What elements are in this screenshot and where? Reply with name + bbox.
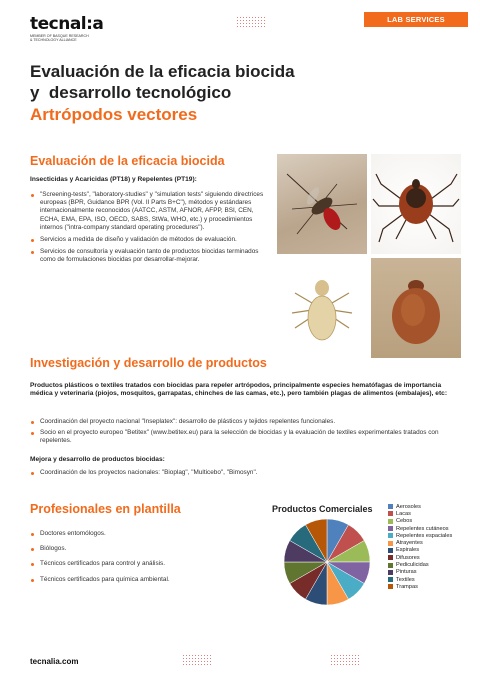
legend-label: Difusores <box>396 554 420 561</box>
legend-item <box>388 576 452 583</box>
chart-title: Productos Comerciales <box>272 504 373 514</box>
legend-item <box>388 539 452 546</box>
legend-label: Textiles <box>396 576 415 583</box>
list-item: Socio en el proyecto europeo "Betitex" (www.betitex.eu) para la selección de biocidas y la evaluación de textiles experimentales tratados con repelentes. <box>30 429 462 445</box>
section2-subheading: Mejora y desarrollo de productos biocidas: <box>30 456 165 463</box>
legend-item <box>388 503 452 510</box>
legend-item <box>388 583 452 590</box>
legend-item <box>388 561 452 568</box>
legend-item <box>388 554 452 561</box>
list-item: Coordinación de los proyectos nacionales: "Bioplag", "Multicebo", "Bimosyn". <box>30 469 462 477</box>
legend-label: Cebos <box>396 518 413 525</box>
legend-label: Aerosoles <box>396 503 421 510</box>
footer-url[interactable]: tecnalia.com <box>30 657 79 666</box>
list-item: Servicios a medida de diseño y validación de métodos de evaluación. <box>30 236 274 244</box>
list-item: Técnicos certificados para química ambiental. <box>30 576 260 584</box>
list-item: Coordinación del proyecto nacional "Inseplatex": desarrollo de plásticos y tejidos repelentes funcionales. <box>30 418 462 426</box>
legend-swatch <box>388 541 393 546</box>
section3-heading: Profesionales en plantilla <box>30 502 181 516</box>
tick-photo <box>371 154 461 254</box>
legend-label: Repelentes cutáneos <box>396 525 449 532</box>
legend-item <box>388 569 452 576</box>
section2-list <box>30 418 462 446</box>
decorative-dots <box>182 654 212 666</box>
legend-swatch <box>388 548 393 553</box>
legend-label: Pinturas <box>396 569 417 576</box>
mosquito-photo <box>277 154 367 254</box>
legend-swatch <box>388 584 393 589</box>
decorative-dots <box>236 16 266 28</box>
section2-heading: Investigación y desarrollo de productos <box>30 356 267 370</box>
legend-swatch <box>388 526 393 531</box>
section1-list <box>30 191 274 265</box>
decorative-dots <box>330 654 360 666</box>
section2-intro: Productos plásticos o textiles tratados con biocidas para repeler artrópodos, principalmente especies hematófagas de importancia médica y veterinaria (piojos, mosquitos, garrapatas, chinches de las camas, etc.), pero también plagas de alimentos (embalajes), etc: <box>30 382 448 398</box>
legend-item <box>388 532 452 539</box>
legend-swatch <box>388 511 393 516</box>
legend-item <box>388 547 452 554</box>
list-item: Doctores entomólogos. <box>30 530 260 538</box>
legend-swatch <box>388 504 393 509</box>
legend-label: Pediculicidas <box>396 562 429 569</box>
legend-swatch <box>388 577 393 582</box>
legend-label: Atrayentes <box>396 540 423 547</box>
section2-list2 <box>30 469 462 477</box>
legend-item <box>388 510 452 517</box>
louse-photo <box>277 258 367 358</box>
legend-swatch <box>388 519 393 524</box>
lab-services-badge: LAB SERVICES <box>364 12 468 27</box>
legend-swatch <box>388 563 393 568</box>
list-item: "Screening-tests", "laboratory-studies" y "simulation tests" siguiendo directrices europeas (BPR, Guidance BPR (Vol. II Parts B+C"), métodos y estándares internacionalmente reconocidos (AATCC, ASTM, AFNOR, AFPP, BSI, CEN, ECHA, EMA, EPA, ISO, OECD, SABS, StWa, WHO, etc.) y procedimientos internos ("intra-company standard operating procedures"). <box>30 191 274 232</box>
chart-legend <box>388 503 452 591</box>
page-subtitle: Artrópodos vectores <box>30 105 198 124</box>
page-title-line2: y desarrollo tecnológico <box>30 83 232 102</box>
legend-label: Espirales <box>396 547 420 554</box>
legend-label: Trampas <box>396 583 418 590</box>
list-item: Técnicos certificados para control y análisis. <box>30 560 260 568</box>
list-item: Biólogos. <box>30 545 260 553</box>
legend-label: Repelentes espaciales <box>396 532 453 539</box>
bedbug-photo <box>371 258 461 358</box>
tecnalia-logo: tecnal:a <box>30 14 104 34</box>
section1-heading: Evaluación de la eficacia biocida <box>30 154 225 168</box>
legend-item <box>388 525 452 532</box>
legend-item <box>388 518 452 525</box>
legend-label: Lacas <box>396 510 411 517</box>
legend-swatch <box>388 570 393 575</box>
legend-swatch <box>388 533 393 538</box>
page-title-line1: Evaluación de la eficacia biocida <box>30 62 295 81</box>
section3-list <box>30 530 260 584</box>
pie-chart <box>282 517 372 607</box>
section1-subheading: Insecticidas y Acaricidas (PT18) y Repelentes (PT19): <box>30 176 197 183</box>
legend-swatch <box>388 555 393 560</box>
logo-tagline: MEMBER OF BASQUE RESEARCH & TECHNOLOGY ALLIANCE <box>30 34 89 42</box>
list-item: Servicios de consultoría y evaluación tanto de productos biocidas terminados como de formulaciones biocidas por desarrollar-mejorar. <box>30 248 274 264</box>
